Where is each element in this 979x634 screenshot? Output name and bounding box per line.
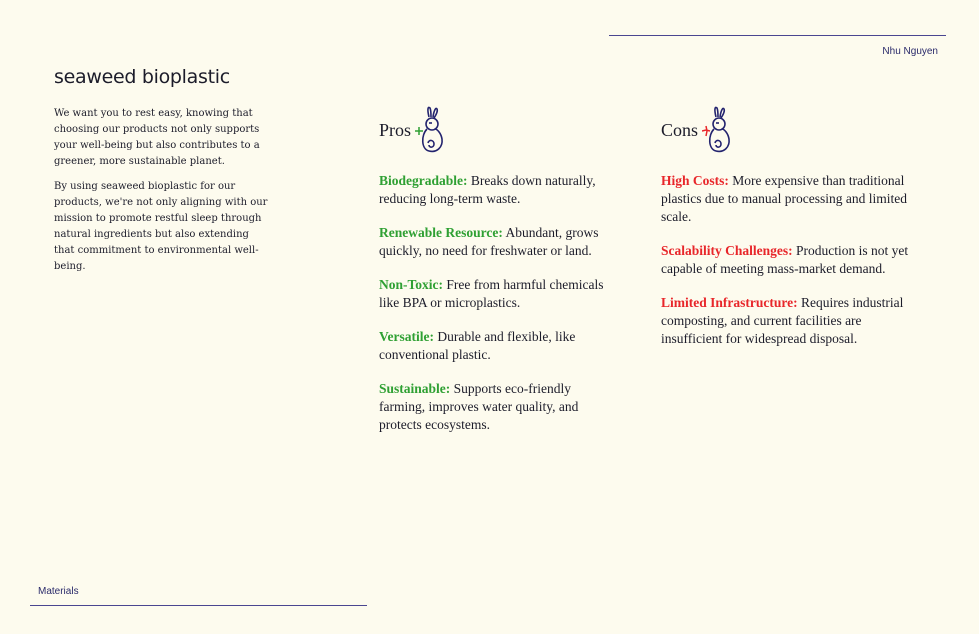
- rabbit-icon: [415, 105, 445, 155]
- pros-item-label: Renewable Resource:: [379, 225, 503, 240]
- pros-item: [379, 328, 619, 364]
- pros-item-text: Supports eco-friendly farming, improves water quality, and protects ecosystems.: [379, 381, 579, 432]
- pros-item-label: Sustainable:: [379, 381, 451, 396]
- cons-item: [661, 294, 916, 348]
- intro-paragraph: By using seaweed bioplastic for our products, we're not only aligning with our mission to promote restful sleep through natural ingredients but also extending that commitment to environmental well-being.: [54, 181, 268, 272]
- cons-item-text: Production is not yet capable of meeting mass-market demand.: [661, 243, 909, 276]
- cons-column: [661, 104, 916, 364]
- pros-title: Pros: [379, 119, 412, 140]
- section-label: Materials: [38, 586, 79, 597]
- cons-item-text: Requires industrial composting, and current facilities are insufficient for widespread disposal.: [661, 295, 904, 346]
- cons-heading: [661, 104, 916, 156]
- pros-item: [379, 380, 619, 434]
- cons-item: [661, 172, 916, 226]
- pros-item: [379, 276, 619, 312]
- pros-item-label: Versatile:: [379, 329, 434, 344]
- page-title: seaweed bioplastic: [54, 66, 230, 88]
- cons-list: [661, 172, 916, 348]
- pros-item-text: Free from harmful chemicals like BPA or microplastics.: [379, 277, 604, 310]
- pros-item-label: Non-Toxic:: [379, 277, 444, 292]
- pros-item-text: Abundant, grows quickly, no need for freshwater or land.: [379, 225, 599, 258]
- pros-item-text: Durable and flexible, like conventional plastic.: [379, 329, 576, 362]
- author-name: Nhu Nguyen: [882, 46, 938, 57]
- cons-item-label: Limited Infrastructure:: [661, 295, 798, 310]
- pros-heading: [379, 104, 619, 156]
- rabbit-icon: [702, 105, 732, 155]
- cons-title: Cons: [661, 119, 699, 140]
- intro-paragraph: We want you to rest easy, knowing that choosing our products not only supports your well-being but also contributes to a greener, more sustainable planet.: [54, 108, 260, 167]
- bottom-rule: [30, 605, 367, 606]
- cons-item-label: High Costs:: [661, 173, 729, 188]
- pros-item-text: Breaks down naturally, reducing long-term waste.: [379, 173, 596, 206]
- top-rule: [609, 35, 946, 36]
- cons-item-label: Scalability Challenges:: [661, 243, 793, 258]
- pros-list: [379, 172, 619, 434]
- pros-item: [379, 172, 619, 208]
- intro-text: [54, 106, 269, 284]
- pros-item-label: Biodegradable:: [379, 173, 468, 188]
- pros-item: [379, 224, 619, 260]
- cons-item: [661, 242, 916, 278]
- pros-column: [379, 104, 619, 450]
- cons-item-text: More expensive than traditional plastics due to manual processing and limited scale.: [661, 173, 907, 224]
